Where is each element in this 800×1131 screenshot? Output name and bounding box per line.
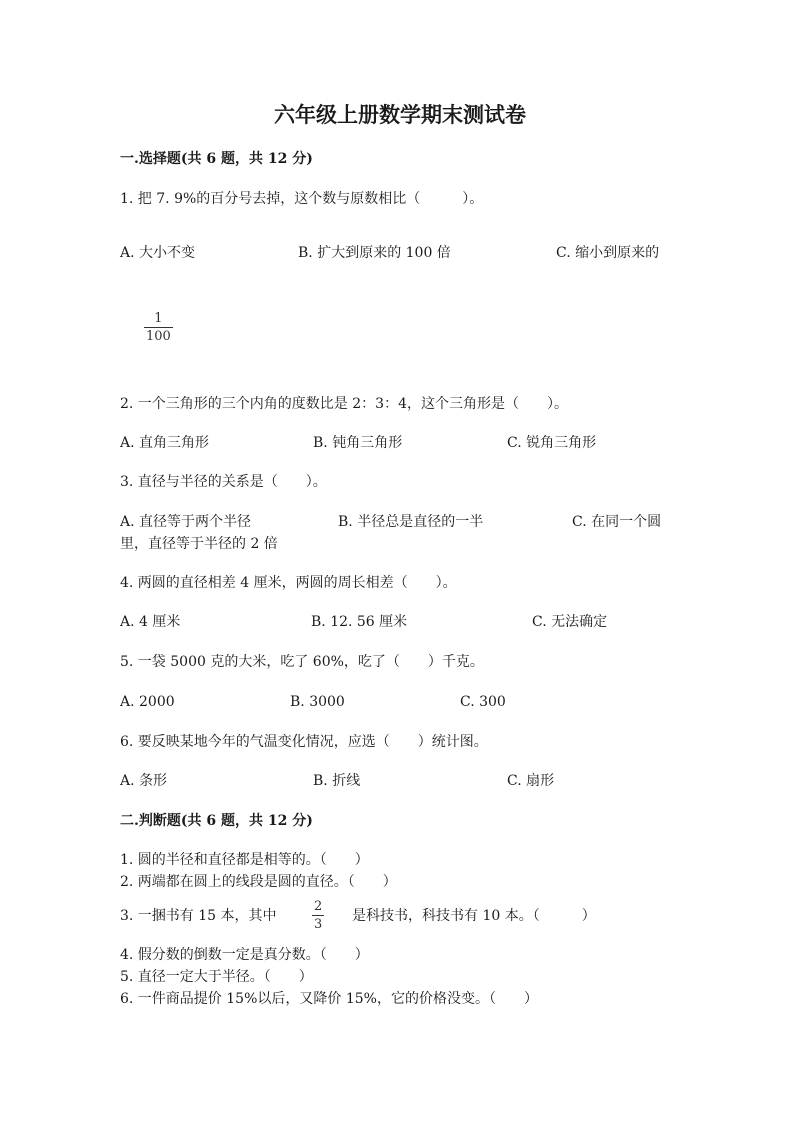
question-3-option-c: C. 在同一个圆 bbox=[572, 514, 662, 530]
question-2-stem: 2. 一个三角形的三个内角的度数比是 2：3：4，这个三角形是（ ）。 bbox=[120, 396, 568, 412]
question-5-option-a: A. 2000 bbox=[120, 694, 175, 710]
question-3-option-b: B. 半径总是直径的一半 bbox=[338, 514, 484, 530]
question-6-option-a: A. 条形 bbox=[120, 773, 168, 789]
question-4-option-b: B. 12. 56 厘米 bbox=[311, 614, 408, 630]
question-2-option-c: C. 锐角三角形 bbox=[507, 435, 597, 451]
question-1-stem: 1. 把 7. 9%的百分号去掉，这个数与原数相比（ ）。 bbox=[120, 191, 484, 207]
question-3-option-c-continued: 里，直径等于半径的 2 倍 bbox=[120, 536, 278, 552]
question-1-option-a: A. 大小不变 bbox=[120, 245, 196, 261]
statement-3-prefix: 3. 一捆书有 15 本，其中 bbox=[120, 908, 277, 924]
statement-5: 5. 直径一定大于半径。（ ） bbox=[120, 969, 313, 985]
question-6-stem: 6. 要反映某地今年的气温变化情况，应选（ ）统计图。 bbox=[120, 734, 488, 750]
fraction-numerator: 1 bbox=[154, 311, 163, 326]
section-heading-choice: 一.选择题(共 6 题，共 12 分) bbox=[120, 151, 313, 167]
question-6-option-c: C. 扇形 bbox=[507, 773, 555, 789]
question-5-option-c: C. 300 bbox=[460, 694, 506, 710]
question-1-option-b: B. 扩大到原来的 100 倍 bbox=[298, 245, 451, 261]
statement-3-suffix: 是科技书，科技书有 10 本。（ ） bbox=[352, 908, 596, 924]
statement-1: 1. 圆的半径和直径都是相等的。（ ） bbox=[120, 852, 369, 868]
fraction-bar bbox=[312, 915, 324, 916]
question-1-option-c: C. 缩小到原来的 bbox=[556, 245, 660, 261]
question-6-option-b: B. 折线 bbox=[313, 773, 361, 789]
question-4-stem: 4. 两圆的直径相差 4 厘米，两圆的周长相差（ ）。 bbox=[120, 575, 457, 591]
question-1-fraction bbox=[144, 311, 173, 344]
section-heading-judgement: 二.判断题(共 6 题，共 12 分) bbox=[120, 813, 313, 829]
question-3-stem: 3. 直径与半径的关系是（ ）。 bbox=[120, 474, 327, 490]
statement-2: 2. 两端都在圆上的线段是圆的直径。（ ） bbox=[120, 874, 397, 890]
question-2-option-b: B. 钝角三角形 bbox=[313, 435, 403, 451]
fraction-bar bbox=[144, 327, 173, 328]
fraction-numerator: 2 bbox=[314, 899, 323, 914]
page-title: 六年级上册数学期末测试卷 bbox=[274, 102, 526, 127]
statement-3-fraction bbox=[312, 899, 324, 932]
question-4-option-a: A. 4 厘米 bbox=[120, 614, 181, 630]
question-5-option-b: B. 3000 bbox=[290, 694, 345, 710]
fraction-denominator: 3 bbox=[314, 917, 323, 932]
question-3-option-a: A. 直径等于两个半径 bbox=[120, 514, 252, 530]
statement-6: 6. 一件商品提价 15%以后，又降价 15%，它的价格没变。（ ） bbox=[120, 991, 538, 1007]
fraction-denominator: 100 bbox=[146, 329, 171, 344]
question-4-option-c: C. 无法确定 bbox=[532, 614, 608, 630]
question-5-stem: 5. 一袋 5000 克的大米，吃了 60%，吃了（ ）千克。 bbox=[120, 654, 484, 670]
question-2-option-a: A. 直角三角形 bbox=[120, 435, 210, 451]
statement-4: 4. 假分数的倒数一定是真分数。（ ） bbox=[120, 947, 369, 963]
